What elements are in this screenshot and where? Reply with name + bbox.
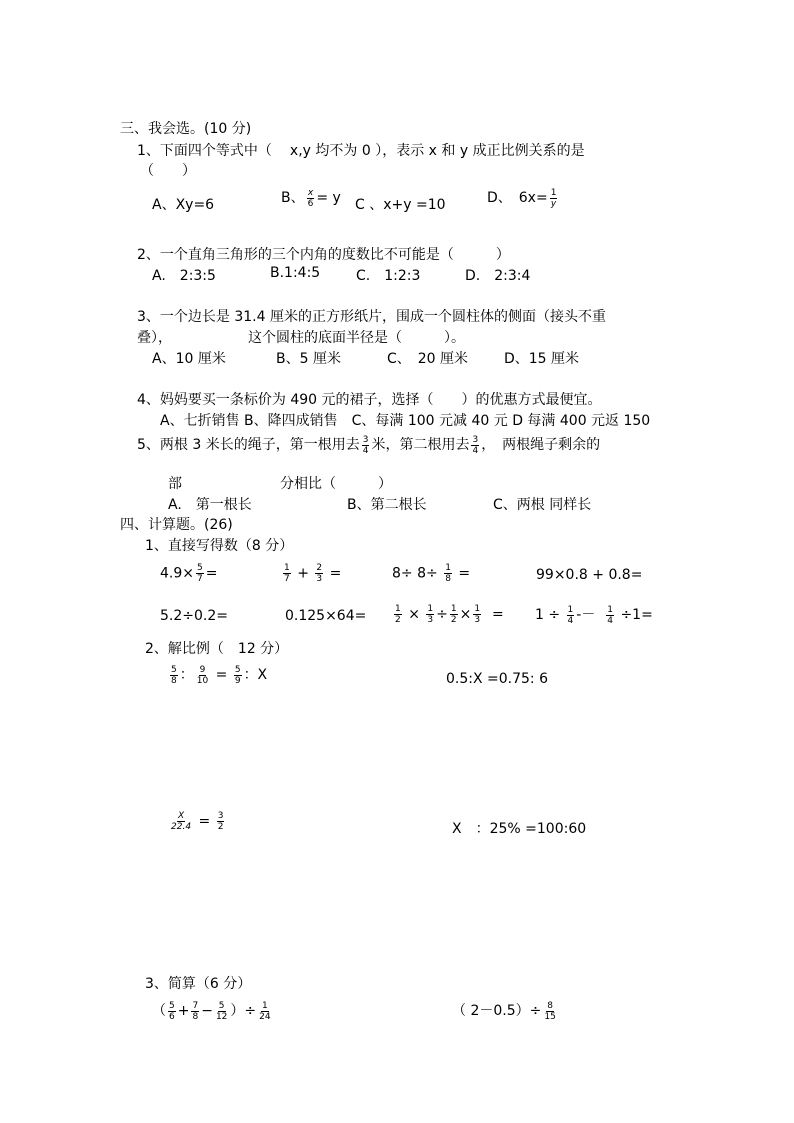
q2-option-d: D. 2:3:4 <box>465 268 531 284</box>
q5-stem-line2-b: 分相比（ ） <box>280 476 392 492</box>
proportion-3: $\frac{X}{22.4}$ = $\frac{3}{2}$ <box>171 811 224 832</box>
q3-option-c: C、 20 厘米 <box>387 351 469 367</box>
part1-heading: 1、直接写得数（8 分） <box>145 538 294 554</box>
q4-options: A、七折销售 B、降四成销售 C、每满 100 元减 40 元 D 每满 400 元返 150 <box>160 413 651 429</box>
q3-option-a: A、10 厘米 <box>152 351 226 367</box>
q5-stem <box>137 434 600 456</box>
calc-expression-3: 8÷ 8÷ $\frac{1}{8}$ = <box>392 563 471 584</box>
proportion-4: X ：25% =100:60 <box>452 821 587 837</box>
section3-heading: 三、我会选。(10 分) <box>120 121 252 137</box>
q5-stem-b: 米，第二根用去 <box>371 437 470 453</box>
q1-option-c: C 、x+y =10 <box>355 197 446 213</box>
q1-option-a: A、Xy=6 <box>152 197 215 213</box>
q1-option-b-prefix: B、 <box>281 190 305 206</box>
q5-stem-a: 5、两根 3 米长的绳子，第一根用去 <box>137 437 360 453</box>
calc-expression-2: $\frac{1}{7}$ + $\frac{2}{3}$ = <box>284 563 342 584</box>
q1-option-d <box>487 187 559 209</box>
part2-heading: 2、解比例（ 12 分） <box>145 641 289 657</box>
q1-stem-b: x,y 均不为 0 ），表示 x 和 y 成正比例关系的是 <box>289 143 585 159</box>
q1-option-d-fraction: $\frac{1}{y}$ <box>550 187 557 209</box>
q4-stem: 4、妈妈要买一条标价为 490 元的裙子，选择（ ）的优惠方式最便宜。 <box>137 392 602 408</box>
q3-stem-line2-b: 这个圆柱的底面半径是（ ）。 <box>248 330 465 346</box>
q2-option-a: A. 2:3:5 <box>152 268 216 284</box>
simplify-expression-1: （ $\frac{5}{6}$ + $\frac{7}{8}$ − $\frac{5}{12}$ ）÷ $\frac{1}{24}$ <box>152 1000 271 1022</box>
calc-expression-5: 5.2÷0.2= <box>160 608 228 624</box>
q5-stem-line2-a: 部 <box>168 476 182 492</box>
q5-option-b: B、第二根长 <box>347 497 427 513</box>
proportion-1: $\frac{5}{8}$ ： $\frac{9}{10}$ = $\frac{5}{9}$ ：X <box>171 664 268 686</box>
calc-expression-6: 0.125×64= <box>285 608 367 624</box>
q1-option-b-suffix: = y <box>316 190 341 206</box>
q5-fraction-1: $\frac{3}{4}$ <box>362 434 369 456</box>
q5-option-c: C、两根 同样长 <box>493 497 592 513</box>
simplify-expression-2: （ 2－0.5）÷ $\frac{8}{15}$ <box>452 1000 556 1022</box>
q3-option-d: D、15 厘米 <box>504 351 580 367</box>
proportion-2: 0.5:X =0.75: 6 <box>446 671 548 687</box>
q1-answer-paren: （ ） <box>140 163 196 179</box>
q2-option-c: C. 1:2:3 <box>356 268 421 284</box>
calc-expression-1: 4.9× $\frac{5}{7}$ = <box>160 563 218 584</box>
calc-expression-8: 1 ÷ $\frac{1}{4}$ -－ $\frac{1}{4}$ ÷1= <box>535 604 653 626</box>
q1-option-b-fraction: $\frac{x}{6}$ <box>307 187 314 209</box>
section4-heading: 四、计算题。(26) <box>120 517 233 533</box>
q1-stem <box>137 140 585 160</box>
part3-heading: 3、简算（6 分） <box>145 976 252 992</box>
q3-stem-line2-a: 叠）， <box>137 330 172 346</box>
q1-option-b <box>281 187 341 209</box>
q2-option-b: B.1:4:5 <box>270 265 321 281</box>
q3-option-b: B、5 厘米 <box>276 351 341 367</box>
q1-option-d-prefix: D、 6x= <box>487 190 548 206</box>
q1-stem-a: 1、下面四个等式中（ <box>137 143 272 159</box>
q5-option-a: A. 第一根长 <box>168 497 252 513</box>
q5-stem-c: ， 两根绳子剩余的 <box>481 437 601 453</box>
q2-stem: 2、一个直角三角形的三个内角的度数比不可能是（ ） <box>137 247 510 263</box>
calc-expression-7: $\frac{1}{2}$ × $\frac{1}{3}$ ÷ $\frac{1}{2}$ × $\frac{1}{3}$ = <box>395 604 504 625</box>
calc-expression-4: 99×0.8 + 0.8= <box>536 567 643 583</box>
q3-stem-line1: 3、一个边长是 31.4 厘米的正方形纸片，围成一个圆柱体的侧面（接头不重 <box>137 309 606 325</box>
q5-fraction-2: $\frac{3}{4}$ <box>472 434 479 456</box>
